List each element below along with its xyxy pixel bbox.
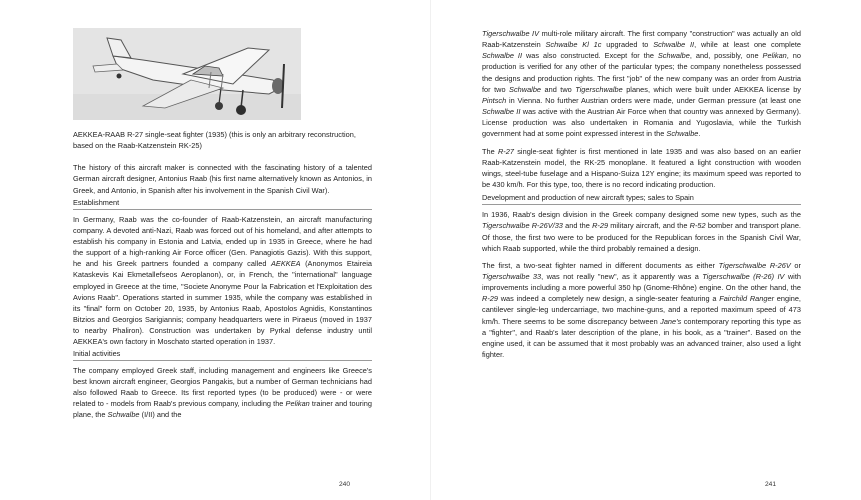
development-paragraph: In 1936, Raab's design division in the Greek company designed some new types, such as the Tigerschwalbe R-26V/33 and the R-29 military aircraft, and the R-52 bomber and transport plane. Of those, the first two were to be produced for the Republican forces in the Spanish Civil War, which Raab supported, while the third probably remained a design. [482, 210, 801, 253]
section-heading-development: Development and production of new aircraft types; sales to Spain [482, 193, 801, 205]
right-page [430, 0, 861, 500]
aircraft-illustration [73, 28, 301, 120]
intro-paragraph: The history of this aircraft maker is connected with the fascinating history of a talented German aircraft designer, Antonius Raab (his first name alternatively known as Antonios, in Greek, and Antonio, in Spanish after his involvement in the Spanish Civil War). [73, 163, 372, 195]
section-heading-establishment: Establishment [73, 198, 372, 210]
section-heading-initial-activities: Initial activities [73, 349, 372, 361]
r27-paragraph: The R-27 single-seat fighter is first mentioned in late 1935 and was also based on an earlier Raab-Katzenstein model, the RK-25 monoplane. It featured a light construction with wooden wings, steel-tube fuselage and a Hispano-Suiza 12Y engine; its maximum speed was reported to be 430 km/h. For this type, too, there is no record indicating production. [482, 146, 802, 190]
page-number-left: 240 [339, 481, 351, 488]
page-number-right: 241 [765, 481, 777, 488]
continuation-paragraph: Tigerschwalbe IV multi-role military aircraft. The first company "construction" was actually an old Raab-Katzenstein Schwalbe Kl 1c upgraded to Schwalbe II, while at least one complete Schwalbe II was also constructed. Except for the Schwalbe, and, possibly, one Pelikan, no production is verified for any other of the particular types; the company nonetheless possessed the designs and production rights. The first "job" of the new company was an order from Austria for two Schwalbe and two Tigerschwalbe planes, which were built under AEKKEA license by Pintsch in Vienna. No further Austrian orders were made, under German pressure (at least one Schwalbe II was active with the Austrian Air Force when that country was annexed by Germany). License production was also undertaken in Romania and Yugoslavia, while the Turkish government had at some point expressed interest in the Schwalbe. [482, 29, 801, 139]
initial-activities-paragraph: The company employed Greek staff, including management and engineers like Greece's best known aircraft engineer, Georgios Pangakis, but a number of German technicians had also followed Raab to Greece. Its first reported types (to be produced) were - or were related to - models from Raab's previous company, including the Pelikan trainer and touring plane, the Schwalbe (I/II) and the [73, 365, 373, 420]
two-seat-fighter-paragraph: The first, a two-seat fighter named in different documents as either Tigerschwalbe R-26V or Tigerschwalbe 33, was not really "new", as it apparently was a Tigerschwalbe (R-26) IV with improvements including a more powerful 350 hp (Gnome-Rhône) engine. On the other hand, the R-29 was indeed a completely new design, a single-seater featuring a Fairchild Ranger engine, cantilever single-leg undercarriage, two machine-guns, and a reported maximum speed of 473 km/h. There seems to be some discrepancy between Jane's contemporary reporting this type as a "fighter", and Raab's later description of the plane, in his book, as a "trainer". Based on the engine used, it can be assumed that it most probably was an advanced trainer, also used a light fighter. [482, 260, 802, 360]
establishment-paragraph: In Germany, Raab was the co-founder of Raab-Katzenstein, an aircraft manufacturing company. A devoted anti-Nazi, Raab was forced out of his homeland, and after attempts to establish his company in Estonia and Latvia, ended up in 1935 in Greece, where he had the support of a high-ranking Air Force officer (Gen. Panagiotis Gazis). With this support, he and his Greek partners founded a company called AEKKEA (Anonymos Etaireia Kataskevis Kai Ekmetallefseos Aeroplanon), or, in French, the "international" language employed in Greece at the time, "Societe Anonyme Pour la Fabrication et l'Exploitation des Avions Raab". Operations started in summer 1935, while the company was established in its "final" form on October 20, 1935, by Antonius Raab, Apostolos Agnidis, Konstantinos Bitzios and Georgios Sarigiannis; company headquarters were in Piraeus (moved in 1937 to nearby Phaliron). Construction was undertaken by Pyrkal defense industry until AEKKEA's own factory in Moschato started operation in 1937. [73, 214, 372, 347]
aircraft-photo [73, 28, 301, 120]
photo-caption: AEKKEA-RAAB R-27 single-seat fighter (1935) (this is only an arbitrary reconstruction, based on the Raab-Katzenstein RK-25) [73, 130, 356, 150]
left-page [0, 0, 430, 500]
